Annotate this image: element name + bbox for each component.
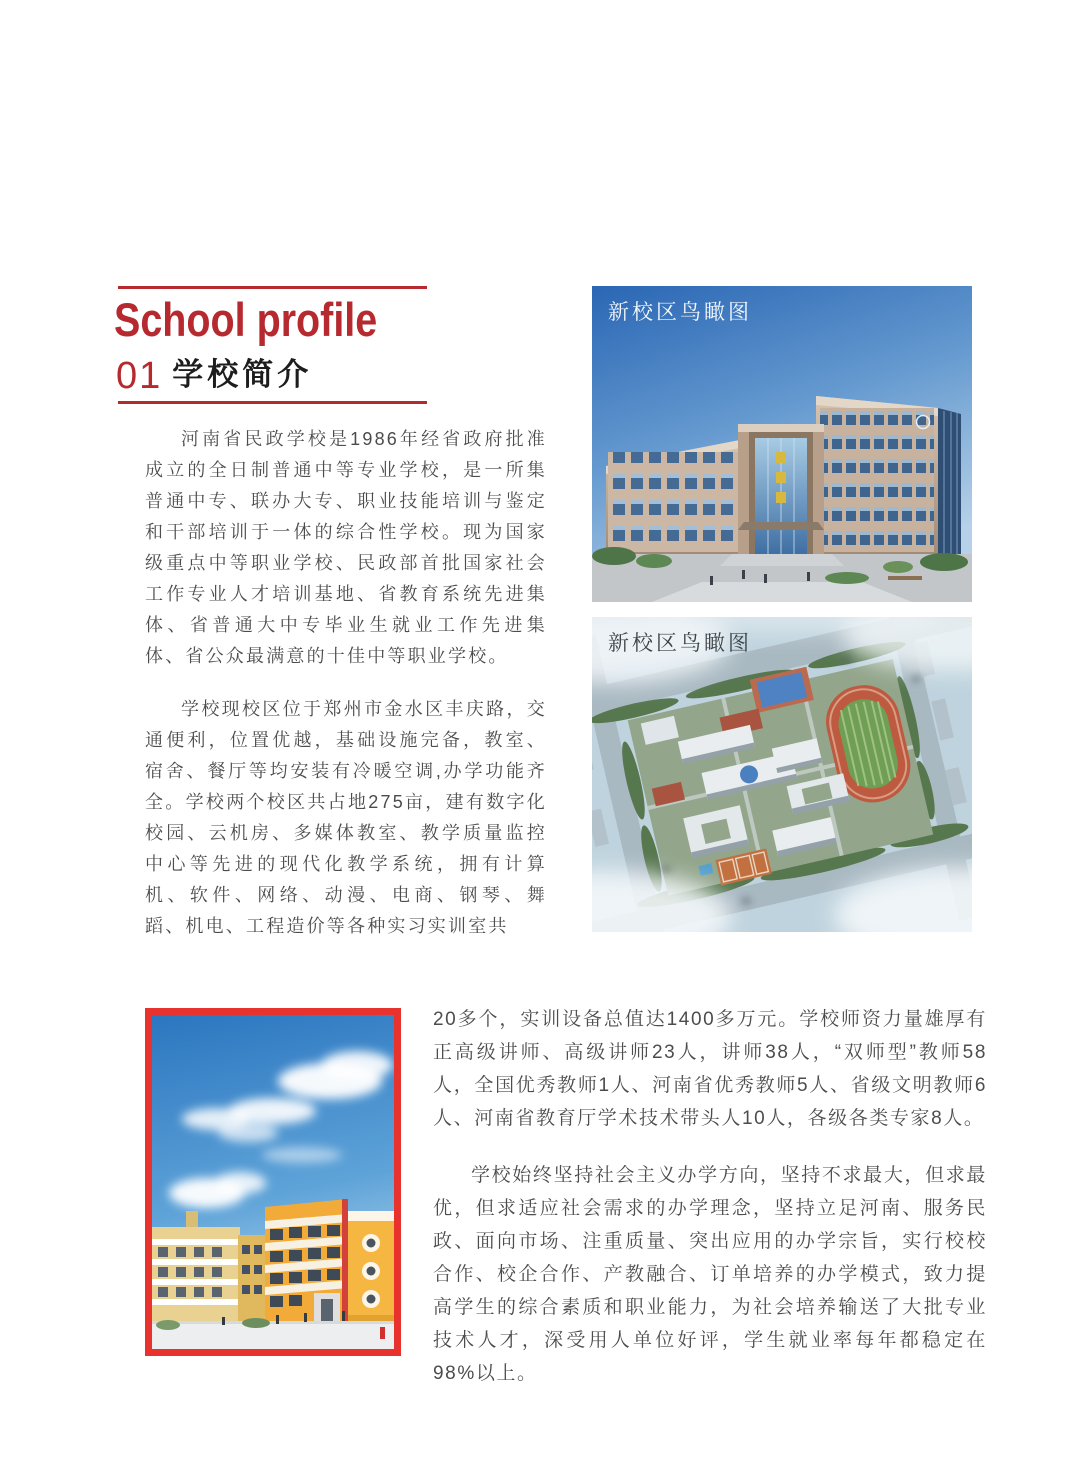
header-rule-bottom bbox=[118, 401, 427, 404]
continued-paragraph-1: 20多个，实训设备总值达1400多万元。学校师资力量雄厚有正高级讲师、高级讲师23人，讲师38人，“双师型”教师58人，全国优秀教师1人、河南省优秀教师5人、省级文明教师6人、河南省教育厅学术技术带头人10人，各级各类专家8人。 bbox=[433, 1009, 987, 1129]
continued-text-column bbox=[433, 1003, 987, 1390]
new-campus-aerial-photo bbox=[592, 617, 972, 932]
section-title-english: School profile bbox=[114, 293, 378, 346]
header-rule-top bbox=[118, 286, 427, 289]
intro-paragraph-1: 河南省民政学校是1986年经省政府批准成立的全日制普通中等专业学校，是一所集普通中专、联办大专、职业技能培训与鉴定和干部培训于一体的综合性学校。现为国家级重点中等职业学校、民政部首批国家社会工作专业人才培训基地、省教育系统先进集体、省普通大中专毕业生就业工作先进集体、省公众最满意的十佳中等职业学校。 bbox=[145, 429, 547, 666]
aerial-illustration bbox=[592, 617, 972, 932]
intro-paragraph-2: 学校现校区位于郑州市金水区丰庆路，交通便利，位置优越，基础设施完备，教室、宿舍、餐厅等均安装有冷暖空调,办学功能齐全。学校两个校区共占地275亩，建有数字化校园、云机房、多媒体教室、教学质量监控中心等先进的现代化教学系统，拥有计算机、软件、网络、动漫、电商、钢琴、舞蹈、机电、工程造价等各种实习实训室共 bbox=[145, 699, 547, 936]
campus-framed-photo bbox=[145, 1008, 401, 1356]
campus-illustration bbox=[152, 1015, 394, 1349]
photo-caption-aerial: 新校区鸟瞰图 bbox=[608, 632, 752, 655]
section-number: 01 bbox=[116, 355, 163, 397]
continued-paragraph-2: 学校始终坚持社会主义办学方向，坚持不求最大，但求最优，但求适应社会需求的办学理念，坚持立足河南、服务民政、面向市场、注重质量、突出应用的办学宗旨，实行校校合作、校企合作、产教融合、订单培养的办学模式，致力提高学生的综合素质和职业能力，为社会培养输送了大批专业技术人才，深受用人单位好评，学生就业率每年都稳定在98%以上。 bbox=[433, 1165, 987, 1384]
building-illustration bbox=[592, 286, 972, 602]
new-campus-building-photo bbox=[592, 286, 972, 602]
photo-caption-building: 新校区鸟瞰图 bbox=[608, 301, 752, 324]
section-subtitle bbox=[116, 349, 312, 398]
intro-text-column bbox=[145, 424, 547, 942]
section-title-chinese: 学校简介 bbox=[172, 357, 313, 392]
